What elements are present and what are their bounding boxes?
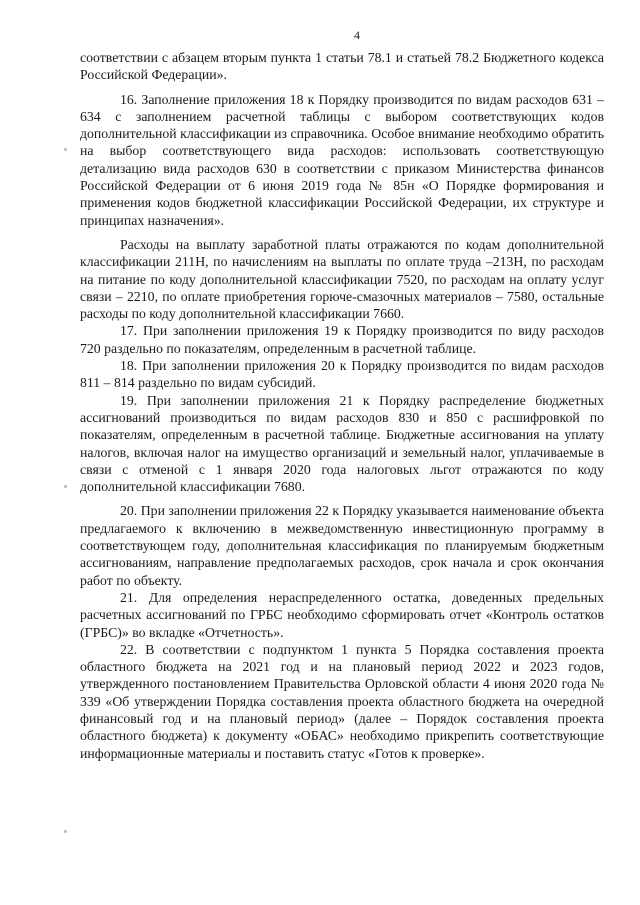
scan-speck [64,148,67,151]
paragraph-21: 21. Для определения нераспределенного остатка, доведенных предельных расчетных ассигнований по ГРБС необходимо сформировать отчет «Контроль остатков (ГРБС)» во вкладке «Отчетность». [80,589,604,640]
paragraph-18: 18. При заполнении приложения 20 к Порядку производится по видам расходов 811 – 814 раздельно по видам субсидий. [80,358,604,391]
paragraph-salary-codes: Расходы на выплату заработной платы отражаются по кодам дополнительной классификации 211Н, по начислениям на выплаты по оплате труда –213Н, по расходам на питание по коду дополнительной классификации 7520, по расходам на оплату услуг связи – 2210, по оплате приобретения горюче-смазочных материалов – 7580, остальные расходы по коду дополнительной классификации 7660. [80,236,604,322]
scan-speck [64,485,67,488]
paragraph-19: 19. При заполнении приложения 21 к Порядку распределение бюджетных ассигнований производиться по видам расходов 830 и 850 с расшифровкой по показателям, определенным в расчетной таблице. Бюджетные ассигнования на уплату налогов, включая налог на имущество организаций и земельный налог, уплачиваемые в связи с отменой с 1 января 2020 года налоговых льгот отражаются по коду дополнительной классификации 7680. [80,392,604,495]
paragraph-22: 22. В соответствии с подпунктом 1 пункта 5 Порядка составления проекта областного бюджета на 2021 год и на плановый период 2022 и 2023 годов, утвержденного постановлением Правительства Орловской области 4 июня 2020 года № 339 «Об утверждении Порядка составления проекта областного бюджета на очередной финансовый год и на плановый период» (далее – Порядок составления проекта областного бюджета) к документу «ОБАС» необходимо прикрепить соответствующие информационные материалы и поставить статус «Готов к проверке». [80,641,604,761]
paragraph-continuation: соответствии с абзацем вторым пункта 1 статьи 78.1 и статьей 78.2 Бюджетного кодекса Российской Федерации». [80,50,604,83]
page-number: 4 [354,28,360,42]
paragraph-17: 17. При заполнении приложения 19 к Порядку производится по виду расходов 720 раздельно по показателям, определенным в расчетной таблице. [80,323,604,356]
paragraph-20: 20. При заполнении приложения 22 к Порядку указывается наименование объекта предлагаемого к включению в межведомственную инвестиционную программу в соответствующем году, дополнительная классификация по планируемым бюджетным ассигнованиям, направление предполагаемых расходов, срок начала и срок окончания работ по объекту. [80,503,604,588]
scan-speck [64,830,67,833]
paragraph-16: 16. Заполнение приложения 18 к Порядку производится по видам расходов 631 – 634 с заполнением расчетной таблицы с выбором соответствующих кодов дополнительной классификации из справочника. Особое внимание необходимо обратить на выбор соответствующего вида расходов: использовать соответствующую детализацию вида расходов 630 в соответствии с приказом Министерства финансов Российской Федерации от 6 июня 2019 года № 85н «О Порядке формирования и применения кодов бюджетной классификации Российской Федерации, их структуре и принципах назначения». [80,91,604,228]
